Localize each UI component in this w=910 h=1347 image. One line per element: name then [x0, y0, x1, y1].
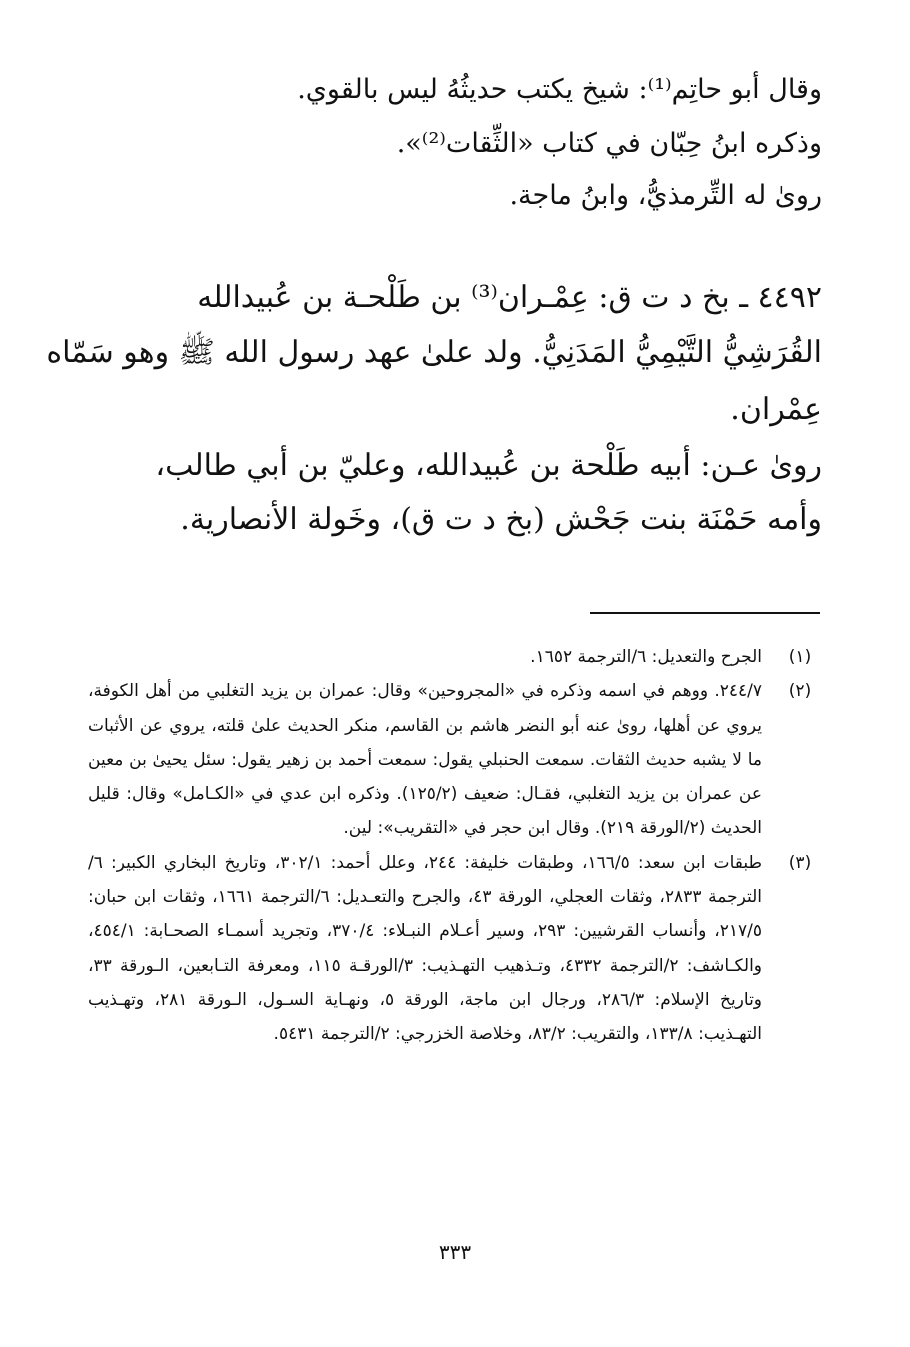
narration-line: روىٰ عـن: أبيه طَلْحة بن عُبيدالله، وعليّ بن أبي طالب،	[155, 448, 822, 483]
entry-heading-line: ٤٤٩٢ ـ بخ د ت ق: عِمْـران⁽³⁾ بن طَلْحـة بن عُبيدالله	[197, 280, 822, 315]
text-line: روىٰ له التِّرمذيُّ، وابنُ ماجة.	[509, 180, 822, 211]
page-number: ٣٣٣	[438, 1240, 472, 1264]
footnote-number: (١)	[788, 647, 812, 667]
entry-line: عِمْران.	[730, 392, 822, 427]
footnote-number: (٣)	[788, 852, 812, 873]
narration-line: وأمه حَمْنَة بنت جَحْش (بخ د ت ق)، وخَولة الأنصارية.	[180, 502, 822, 537]
footnote-2	[88, 674, 820, 845]
footnote-text: ٢٤٤/٧. ووهم في اسمه وذكره في «المجروحين» وقال: عمران بن يزيد التغلبي من أهل الكوفة، يروي عن أهلها، روىٰ عنه أبو النضر هاشم بن القاسم، منكر الحديث علىٰ قلته، يروي عن الأثبات ما لا يشبه حديث الثقات. سمعت الحنبلي يقول: سمعت أحمد بن زهير يقول: سئل يحيىٰ بن معين عن عمران بن يزيد التغلبي، فقـال: ضعيف (١٢٥/٢). وذكره ابن عدي في «الكـامل» وقال: قليل الحديث (٢/الورقة ٢١٩). وقال ابن حجر في «التقريب»: لين.	[88, 681, 762, 839]
text-line: وذكره ابنُ حِبّان في كتاب «الثِّقات⁽²⁾».	[396, 128, 822, 159]
footnote-3	[88, 846, 820, 1052]
footnote-number: (٢)	[788, 681, 812, 702]
footnote-text: طبقات ابن سعد: ١٦٦/٥، وطبقات خليفة: ٢٤٤، وعلل أحمد: ٣٠٢/١، وتاريخ البخاري الكبير: ٦/الترجمة ٢٨٣٣، وثقات العجلي، الورقة ٤٣، والجرح والتعـديل: ٦/الترجمة ١٦٦١، وثقات ابن حبان: ٢١٧/٥، وأنساب القرشيين: ٢٩٣، وسير أعـلام النبـلاء: ٣٧٠/٤، وتجريد أسمـاء الصحـابة: ٤٥٤/١، والكـاشف: ٢/الترجمة ٤٣٣٢، وتـذهيب التهـذيب: ٣/الورقـة ١١٥، ومعرفة التـابعين، الـورقة ٣٣، وتاريخ الإسلام: ٢٨٦/٣، ورجال ابن ماجة، الورقة ٥، ونهـاية السـول، الـورقة ٢٨١، وتهـذيب التهـذيب: ١٣٣/٨، والتقريب: ٨٣/٢، وخلاصة الخزرجي: ٢/الترجمة ٥٤٣١.	[88, 852, 763, 1045]
footnote-1	[88, 640, 820, 674]
entry-line: القُرَشِيُّ التَّيْمِيُّ المَدَنِيُّ. ولد علىٰ عهد رسول الله ﷺ وهو سَمّاه	[46, 335, 822, 370]
footnotes	[88, 640, 820, 1052]
footnote-divider	[590, 612, 820, 614]
text-line: وقال أبو حاتِم⁽¹⁾: شيخ يكتب حديثُهُ ليس بالقوي.	[297, 74, 822, 105]
footnote-text: الجرح والتعديل: ٦/الترجمة ١٦٥٢.	[530, 647, 762, 667]
